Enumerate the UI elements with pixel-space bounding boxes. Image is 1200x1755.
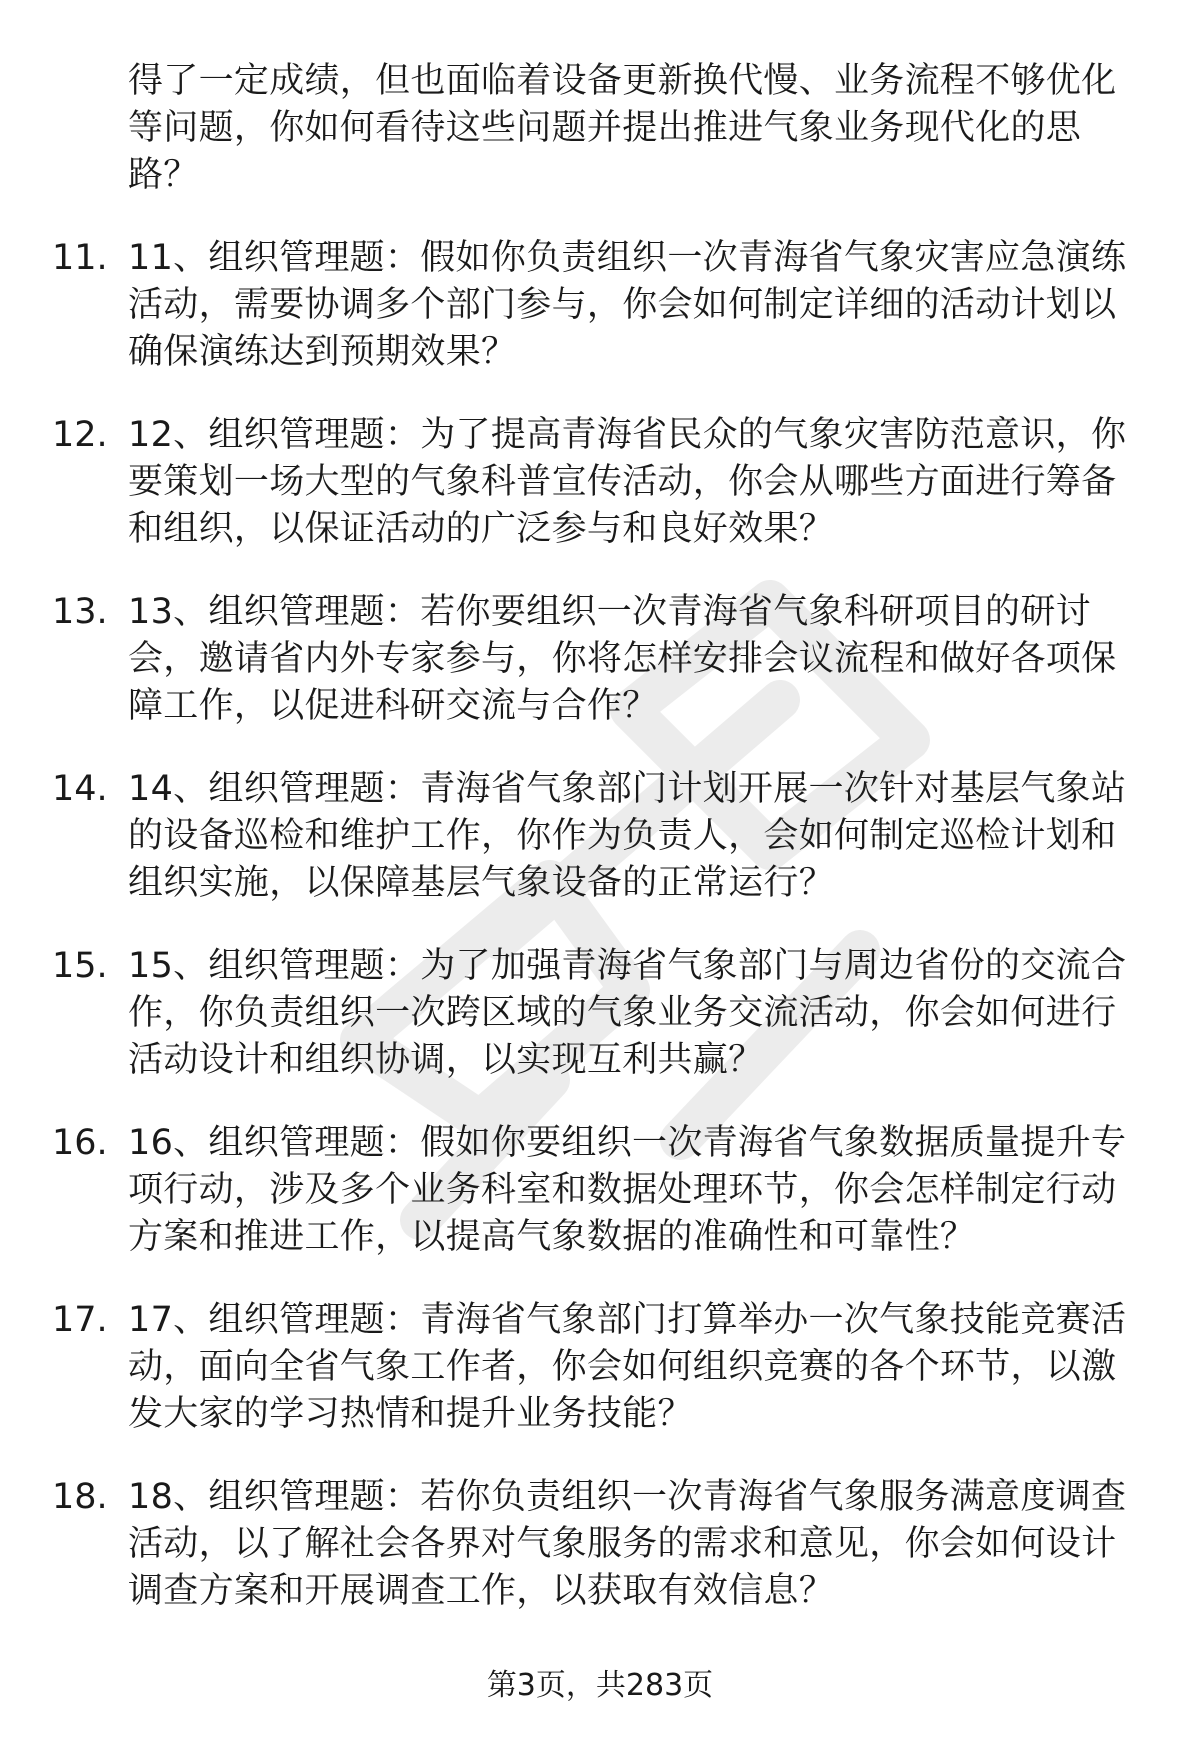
question-list [0, 235, 1200, 1615]
question-item [0, 412, 1200, 553]
content-area [0, 58, 1200, 1615]
question-item [0, 589, 1200, 730]
question-number: 15. [52, 946, 108, 986]
question-number: 16. [52, 1123, 108, 1163]
question-number: 12. [52, 415, 108, 455]
page-footer: 第3页，共283页 [486, 1668, 714, 1703]
question-text: 16、组织管理题：假如你要组织一次青海省气象数据质量提升专项行动，涉及多个业务科室和数据处理环节，你会怎样制定行动方案和推进工作，以提高气象数据的准确性和可靠性？ [128, 1123, 1127, 1257]
question-text: 15、组织管理题：为了加强青海省气象部门与周边省份的交流合作，你负责组织一次跨区域的气象业务交流活动，你会如何进行活动设计和组织协调，以实现互利共赢？ [128, 946, 1127, 1080]
question-item [0, 766, 1200, 907]
question-item [0, 1474, 1200, 1615]
question-item [0, 1297, 1200, 1438]
question-text: 14、组织管理题：青海省气象部门计划开展一次针对基层气象站的设备巡检和维护工作，你作为负责人，会如何制定巡检计划和组织实施，以保障基层气象设备的正常运行？ [128, 769, 1127, 903]
question-number: 17. [52, 1300, 108, 1340]
continued-paragraph: 得了一定成绩，但也面临着设备更新换代慢、业务流程不够优化等问题，你如何看待这些问题并提出推进气象业务现代化的思路？ [128, 61, 1117, 195]
question-text: 13、组织管理题：若你要组织一次青海省气象科研项目的研讨会，邀请省内外专家参与，你将怎样安排会议流程和做好各项保障工作，以促进科研交流与合作？ [128, 592, 1117, 726]
question-number: 11. [52, 238, 108, 278]
question-item [0, 1120, 1200, 1261]
question-number: 18. [52, 1477, 108, 1517]
question-text: 18、组织管理题：若你负责组织一次青海省气象服务满意度调查活动，以了解社会各界对气象服务的需求和意见，你会如何设计调查方案和开展调查工作，以获取有效信息？ [128, 1477, 1127, 1611]
question-item [0, 943, 1200, 1084]
question-text: 12、组织管理题：为了提高青海省民众的气象灾害防范意识，你要策划一场大型的气象科普宣传活动，你会从哪些方面进行筹备和组织，以保证活动的广泛参与和良好效果？ [128, 415, 1127, 549]
question-text: 17、组织管理题：青海省气象部门打算举办一次气象技能竞赛活动，面向全省气象工作者，你会如何组织竞赛的各个环节，以激发大家的学习热情和提升业务技能？ [128, 1300, 1127, 1434]
question-number: 13. [52, 592, 108, 632]
question-text: 11、组织管理题：假如你负责组织一次青海省气象灾害应急演练活动，需要协调多个部门参与，你会如何制定详细的活动计划以确保演练达到预期效果？ [128, 238, 1127, 372]
question-item [0, 235, 1200, 376]
question-number: 14. [52, 769, 108, 809]
